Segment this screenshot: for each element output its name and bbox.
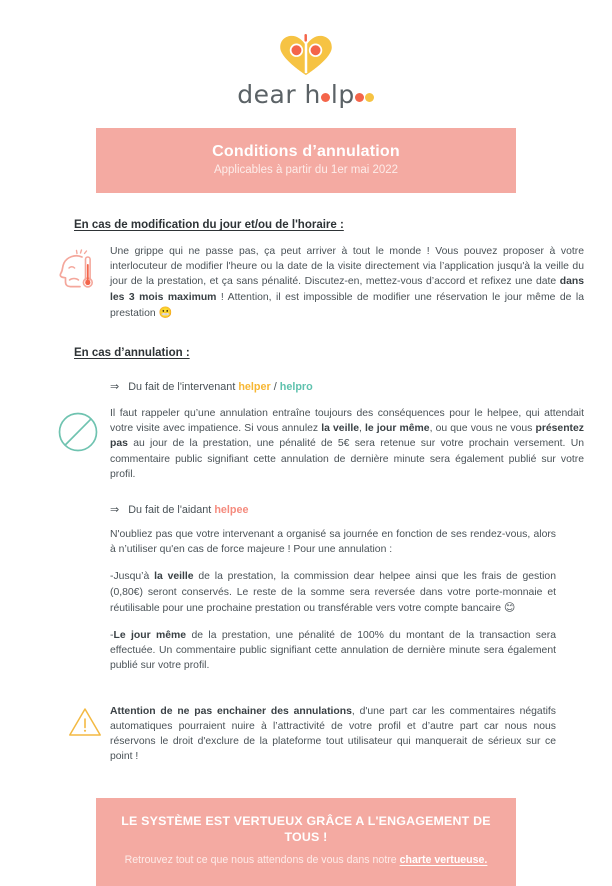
intervenant-text-1: Il faut rappeler qu’une annulation entraîne toujours des conséquences pour le helpee, qui attendait votre visite avec impatience. Si vous annulez — [110, 408, 584, 435]
aidant-jour-rest: de la prestation, une pénalité de 100% du montant de la transaction sera effectuée. Un commentaire public signifiant cette annulation de dernière minute sera également publié sur votre profil. — [110, 630, 556, 672]
bullet-aidant-prefix: Du fait de l'aidant — [128, 504, 215, 517]
modification-bold-1: dans les 3 mois maximum — [110, 276, 584, 303]
aidant-jour-meme-paragraph — [110, 628, 556, 674]
wordmark-segment-1: dear h — [237, 80, 321, 109]
intervenant-block — [28, 406, 584, 482]
bullet-aidant — [110, 503, 584, 516]
bullet-aidant-text — [128, 504, 248, 516]
tag-separator: / — [270, 381, 280, 393]
warning-rest: , d'une part car les commentaires négatifs automatiques pourraient nuire à l’attractivité de votre profil et d’autre part car nous nous réservons le droit d'exclure de la plateforme tout utilisateur qui manquerait de sérieux sur ce point ! — [110, 705, 556, 763]
intervenant-bold-3: présentez pas — [110, 423, 584, 450]
footer-subtitle — [114, 854, 498, 868]
wordmark-segment-2: lp — [330, 80, 355, 109]
page-subtitle: Applicables à partir du 1er mai 2022 — [213, 164, 399, 177]
modification-text-1: Une grippe qui ne passe pas, ça peut arriver à tout le monde ! Vous pouvez proposer à votre interlocuteur de modifier l'heure ou la date de la visite directement via l’application jusqu'à la veille du jour de la prestation, et ça sans pénalité. Discutez-en, mettez-vous d’accord et refixez une date — [110, 245, 584, 288]
tag-helpee: helpee — [214, 504, 249, 517]
brand-logo — [0, 0, 612, 109]
modification-block — [28, 244, 584, 321]
aidant-veille-paragraph — [110, 569, 556, 616]
intervenant-paragraph — [110, 406, 584, 482]
aidant-jour-prefix: - — [110, 630, 114, 642]
document-body — [0, 219, 612, 764]
footer-title: LE SYSTÈME EST VERTUEUX GRÂCE A L'ENGAGEMENT DE TOUS ! — [121, 814, 491, 844]
prohibition-circle-icon — [56, 410, 100, 454]
heart-dp-logo-icon — [275, 34, 337, 76]
aidant-veille-prefix: -Jusqu’à — [110, 571, 155, 583]
smiling-face-emoji-icon: 😊 — [503, 600, 516, 614]
charte-vertueuse-link[interactable]: charte vertueuse. — [399, 854, 488, 867]
heading-modification: En cas de modification du jour et/ou de l'horaire : — [74, 218, 344, 231]
wordmark-dot-red-icon — [321, 93, 330, 102]
intervenant-bold-1: la veille — [321, 423, 360, 435]
intervenant-text-4: au jour de la prestation, une pénalité de 5€ sera retenue sur votre prochain versement. Un commentaire public signifiant cette annulation de dernière minute sera également publié sur votre profil. — [110, 438, 584, 480]
aidant-block — [28, 527, 584, 674]
intervenant-text-3: , ou que vous ne vous — [429, 423, 536, 435]
modification-paragraph — [110, 244, 584, 321]
warning-bold: Attention de ne pas enchainer des annulations — [110, 705, 352, 717]
aidant-intro-paragraph: N'oubliez pas que votre intervenant a organisé sa journée en fonction de ses rendez-vous, alors à n’utiliser qu'en cas de force majeure ! Pour une annulation : — [110, 529, 556, 556]
bullet-intervenant-text — [128, 381, 313, 393]
header-banner — [96, 128, 516, 193]
bullet-intervenant — [110, 380, 584, 393]
wordmark-dot-red-icon-2 — [355, 93, 364, 102]
arrow-right-icon-2: ⇒ — [110, 504, 120, 517]
warning-triangle-icon — [68, 707, 102, 737]
warning-paragraph — [110, 704, 556, 765]
warning-block — [28, 704, 584, 765]
head-with-thermometer-fever-icon — [56, 248, 100, 292]
intervenant-bold-2: le jour même — [365, 423, 430, 435]
aidant-jour-bold: Le jour même — [113, 630, 187, 642]
aidant-veille-bold: la veille — [154, 571, 194, 583]
footer-subtitle-prefix: Retrouvez tout ce que nous attendons de vous dans notre — [124, 854, 400, 867]
page-title: Conditions d’annulation — [212, 143, 400, 160]
heading-annulation: En cas d’annulation : — [74, 347, 190, 359]
arrow-right-icon: ⇒ — [110, 381, 120, 393]
intervenant-text-2: , — [359, 423, 366, 435]
footer-banner — [96, 798, 516, 886]
aidant-veille-rest: de la prestation, la commission dear helpee ainsi que les frais de gestion (0,80€) seront conservés. Le reste de la somme sera reversée dans votre porte-monnaie et réutilisable pour une prochaine prestation ou transférable vers votre compte bancaire — [110, 571, 556, 614]
brand-wordmark — [237, 80, 374, 109]
confounded-face-emoji-icon: 😬 — [158, 305, 173, 319]
wordmark-dot-yellow-icon — [365, 93, 374, 102]
tag-helpro: helpro — [279, 381, 313, 393]
modification-text-2: ! Attention, il est impossible de modifier une réservation le jour même de la prestation — [110, 291, 584, 319]
bullet-intervenant-prefix: Du fait de l'intervenant — [128, 381, 239, 393]
tag-helper: helper — [238, 381, 271, 393]
